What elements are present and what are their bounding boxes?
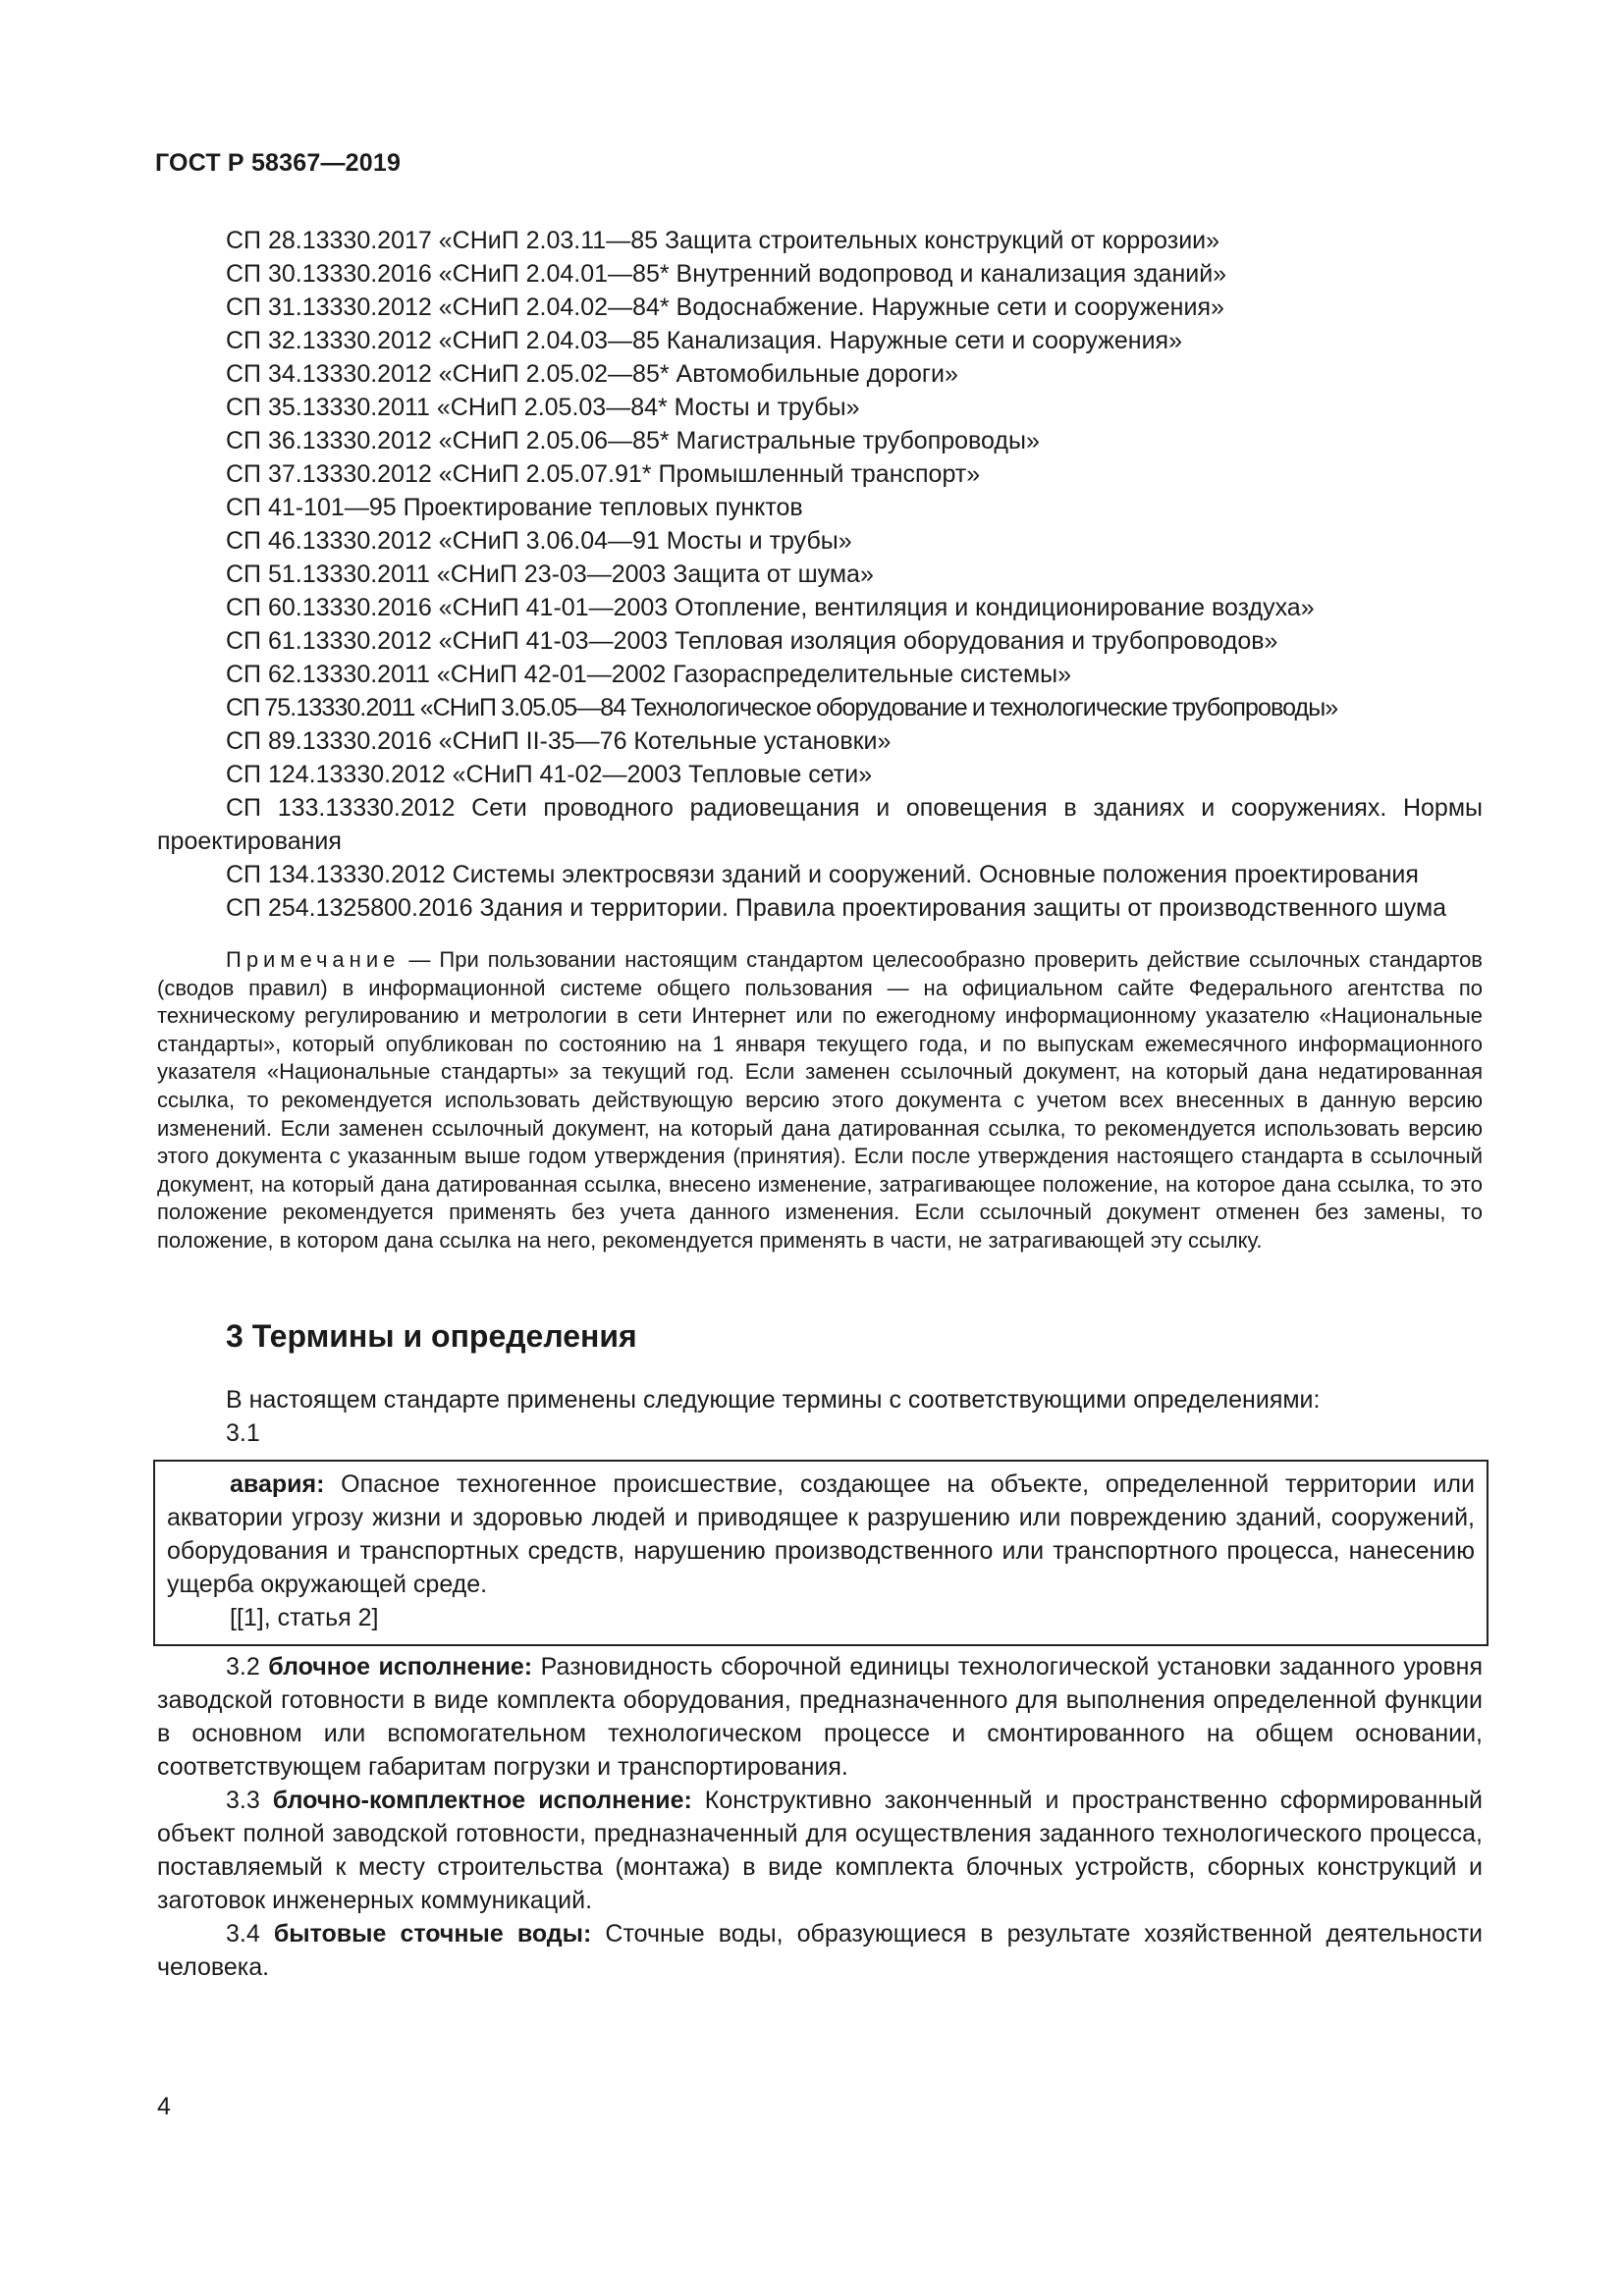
references-list	[157, 224, 1483, 925]
reference-item: СП 36.13330.2012 «СНиП 2.05.06—85* Магистральные трубопроводы»	[226, 427, 1040, 454]
reference-item: СП 51.13330.2011 «СНиП 23-03—2003 Защита от шума»	[226, 561, 874, 588]
reference-item: СП 28.13330.2017 «СНиП 2.03.11—85 Защита строительных конструкций от коррозии»	[226, 227, 1220, 254]
term-definition-box	[153, 1460, 1489, 1646]
term-text: Конструктивно законченный и пространственно сформированный объект полной заводской готовности, предназначенный для осуществления заданного технологического процесса, поставляемый к месту строительства (монтажа) в виде комплекта блочных устройств, сборных конструкций и заготовок инженерных коммуникаций.	[157, 1786, 1484, 1914]
term-source: [[1], статья 2]	[230, 1603, 379, 1631]
term-name: блочное исполнение:	[268, 1652, 533, 1681]
term-number: 3.2	[226, 1652, 260, 1681]
term-number: 3.3	[226, 1786, 260, 1814]
page-content	[157, 224, 1483, 1984]
section-intro: В настоящем стандарте применены следующие термины с соответствующими определениями:	[226, 1385, 1321, 1414]
reference-item: СП 34.13330.2012 «СНиП 2.05.02—85* Автомобильные дороги»	[226, 360, 958, 388]
term-paragraph	[157, 1784, 1483, 1917]
reference-item: СП 134.13330.2012 Системы электросвязи зданий и сооружений. Основные положения проектирования	[226, 861, 1419, 888]
reference-item: СП 41-101—95 Проектирование тепловых пунктов	[226, 494, 803, 521]
note-paragraph	[157, 946, 1483, 1255]
term-paragraph	[157, 1917, 1483, 1984]
section-title: 3 Термины и определения	[226, 1317, 637, 1354]
term-text: Опасное техногенное происшествие, создающее на объекте, определенной территории или акватории угрозу жизни и здоровью людей и приводящее к разрушению или повреждению зданий, сооружений, оборудования и транспортных средств, нарушению производственного или транспортного процесса, нанесению ущерба окружающей среде.	[167, 1469, 1475, 1598]
term-name: блочно-комплектное исполнение:	[272, 1786, 692, 1814]
reference-item: СП 31.13330.2012 «СНиП 2.04.02—84* Водоснабжение. Наружные сети и сооружения»	[226, 294, 1224, 321]
reference-item: СП 60.13330.2016 «СНиП 41-01—2003 Отопление, вентиляция и кондиционирование воздуха»	[226, 594, 1315, 621]
term-number: 3.4	[226, 1919, 260, 1948]
page-number: 4	[157, 2093, 171, 2120]
note-dash: —	[400, 947, 440, 972]
reference-item: СП 124.13330.2012 «СНиП 41-02—2003 Тепловые сети»	[226, 761, 873, 788]
reference-item: СП 46.13330.2012 «СНиП 3.06.04—91 Мосты и трубы»	[226, 527, 852, 555]
term-text: Разновидность сборочной единицы технологической установки заданного уровня заводской готовности в виде комплекта оборудования, предназначенного для выполнения определенной функции в основном или вспомогательном технологическом процессе и смонтированного на общем основании, соответствующем габаритам погрузки и транспортирования.	[157, 1652, 1484, 1781]
term-definition	[167, 1468, 1475, 1601]
reference-item: СП 30.13330.2016 «СНиП 2.04.01—85* Внутренний водопровод и канализация зданий»	[226, 260, 1227, 288]
document-header: ГОСТ Р 58367—2019	[155, 149, 402, 177]
reference-item: СП 35.13330.2011 «СНиП 2.05.03—84* Мосты и трубы»	[226, 394, 860, 421]
term-paragraph	[157, 1650, 1483, 1784]
reference-item: СП 75.13330.2011 «СНиП 3.05.05—84 Технологическое оборудование и технологические трубопроводы»	[226, 694, 1338, 721]
term-name: бытовые сточные воды:	[273, 1919, 592, 1948]
reference-item: СП 254.1325800.2016 Здания и территории. Правила проектирования защиты от производственного шума	[226, 894, 1447, 922]
reference-item: СП 32.13330.2012 «СНиП 2.04.03—85 Канализация. Наружные сети и сооружения»	[226, 327, 1182, 354]
note-text: При пользовании настоящим стандартом целесообразно проверить действие ссылочных стандартов (сводов правил) в информационной системе общего пользования — на официальном сайте Федерального агентства по техническому регулированию и метрологии в сети Интернет или по ежегодному информационному указателю «Национальные стандарты», который опубликован по состоянию на 1 января текущего года, и по выпускам ежемесячного информационного указателя «Национальные стандарты» за текущий год. Если заменен ссылочный документ, на который дана недатированная ссылка, то рекомендуется использовать действующую версию этого документа с учетом всех внесенных в данную версию изменений. Если заменен ссылочный документ, на который дана датированная ссылка, то рекомендуется использовать версию этого документа с указанным выше годом утверждения (принятия). Если после утверждения настоящего стандарта в ссылочный документ, на который дана датированная ссылка, внесено изменение, затрагивающее положение, на которое дана ссылка, то это положение рекомендуется применять без учета данного изменения. Если ссылочный документ отменен без замены, то положение, в котором дана ссылка на него, рекомендуется применять в части, не затрагивающей эту ссылку.	[157, 947, 1483, 1253]
reference-item: СП 133.13330.2012 Сети проводного радиовещания и оповещения в зданиях и сооружениях. Нормы проектирования	[157, 794, 1483, 855]
reference-item: СП 89.13330.2016 «СНиП II-35—76 Котельные установки»	[226, 727, 892, 755]
term-name: авария:	[230, 1469, 325, 1498]
term-number: 3.1	[226, 1418, 260, 1447]
reference-item: СП 62.13330.2011 «СНиП 42-01—2002 Газораспределительные системы»	[226, 661, 1072, 688]
reference-item: СП 37.13330.2012 «СНиП 2.05.07.91* Промышленный транспорт»	[226, 460, 981, 488]
note-label: Примечание	[226, 947, 401, 972]
reference-item: СП 61.13330.2012 «СНиП 41-03—2003 Тепловая изоляция оборудования и трубопроводов»	[226, 627, 1278, 655]
term-text: Сточные воды, образующиеся в результате хозяйственной деятельности человека.	[157, 1919, 1484, 1981]
